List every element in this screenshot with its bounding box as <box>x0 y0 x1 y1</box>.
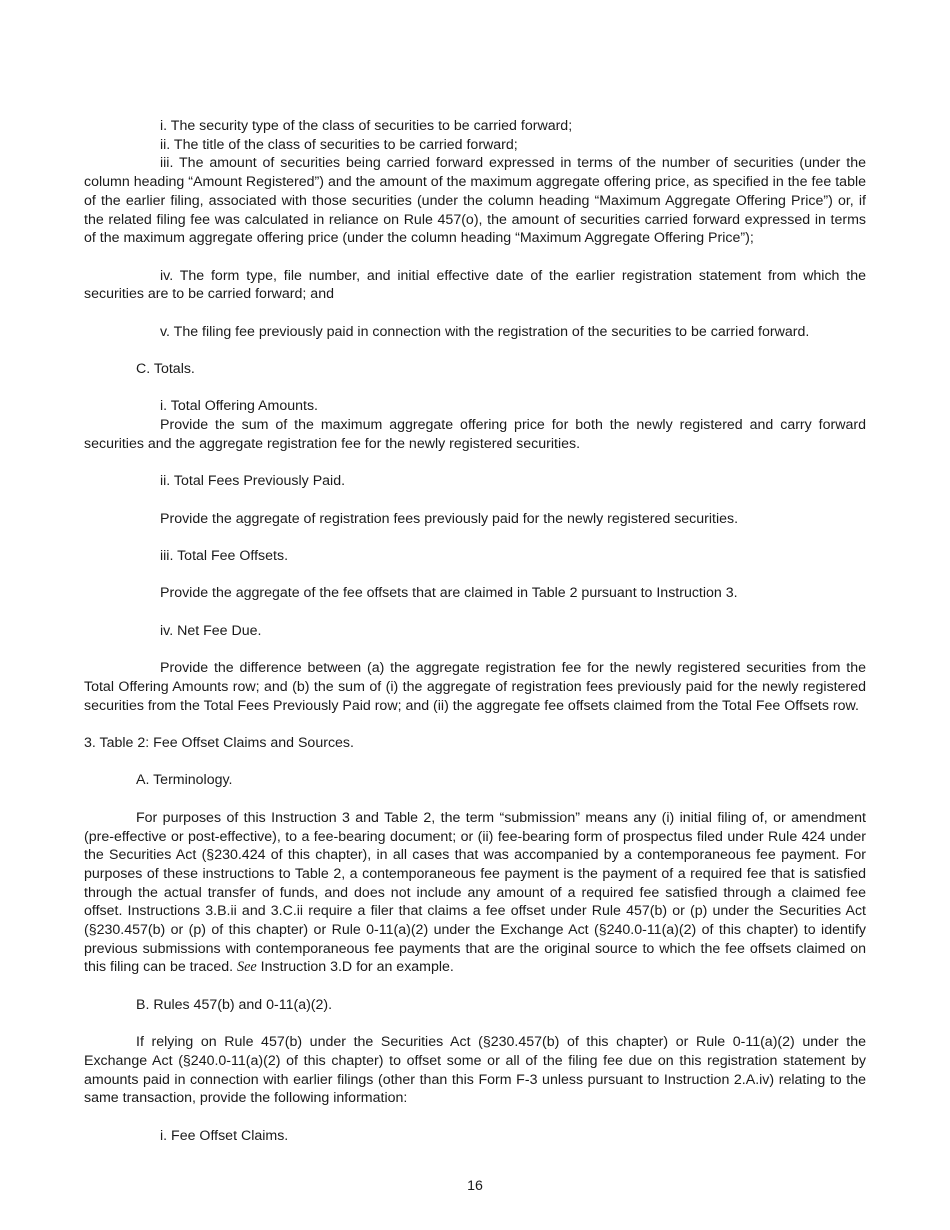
heading-net-fee-due: iv. Net Fee Due. <box>160 622 262 639</box>
item-class-title: ii. The title of the class of securities to be carried forward; <box>160 136 518 153</box>
heading-total-fee-offsets: iii. Total Fee Offsets. <box>160 548 289 565</box>
heading-terminology: A. Terminology. <box>136 772 233 789</box>
text-terminology <box>84 809 866 977</box>
document-page <box>84 117 866 1145</box>
text-total-offering-amounts: Provide the sum of the maximum aggregate offering price for both the newly registered and carry forward securities and the aggregate registration fee for the newly registered securities. <box>84 417 866 452</box>
heading-table-2: 3. Table 2: Fee Offset Claims and Sources. <box>84 735 354 752</box>
text-total-fees-previously-paid: Provide the aggregate of registration fees previously paid for the newly registered securities. <box>160 510 739 527</box>
page-number: 16 <box>467 1178 483 1194</box>
item-amount-carried-forward: iii. The amount of securities being carried forward expressed in terms of the number of securities (under the column heading “Amount Registered”) and the amount of the maximum aggregate offering price, as specified in the fee table of the earlier filing, associated with those securities (under the column heading “Maximum Aggregate Offering Price”) or, if the related filing fee was calculated in reliance on Rule 457(o), the amount of securities carried forward expressed in terms of the maximum aggregate offering price (under the column heading “Maximum Aggregate Offering Price”); <box>84 155 866 247</box>
text-total-fee-offsets: Provide the aggregate of the fee offsets that are claimed in Table 2 pursuant to Instruction 3. <box>160 585 738 602</box>
text-net-fee-due: Provide the difference between (a) the aggregate registration fee for the newly registered securities from the Total Offering Amounts row; and (b) the sum of (i) the aggregate of registration fees previously paid for the newly registered securities from the Total Fees Previously Paid row; and (ii) the aggregate fee offsets claimed from the Total Fee Offsets row. <box>84 660 866 714</box>
heading-total-fees-previously-paid: ii. Total Fees Previously Paid. <box>160 473 346 490</box>
heading-fee-offset-claims: i. Fee Offset Claims. <box>160 1127 289 1144</box>
see-reference: See <box>237 959 257 976</box>
item-filing-fee: v. The filing fee previously paid in connection with the registration of the securities to be carried forward. <box>160 323 810 340</box>
terminology-body: For purposes of this Instruction 3 and Table 2, the term “submission” means any (i) initial filing of, or amendment (pre-effective or post-effective), to a fee-bearing document; or (ii) fee-bearing form of prospectus filed under Rule 424 under the Securities Act (§230.424 of this chapter), in all cases that was accompanied by a contemporaneous fee payment. For purposes of these instructions to Table 2, a contemporaneous fee payment is the payment of a required fee that is satisfied through the actual transfer of funds, and does not include any amount of a required fee satisfied through a claimed fee offset. Instructions 3.B.ii and 3.C.ii require a filer that claims a fee offset under Rule 457(b) or (p) under the Securities Act (§230.457(b) or (p) of this chapter) or Rule 0-11(a)(2) under the Exchange Act (§240.0-11(a)(2) of this chapter) to identify previous submissions with contemporaneous fee payments that are the original source to which the fee offsets claimed on this filing can be traced. <box>84 809 866 976</box>
heading-totals: C. Totals. <box>136 361 195 378</box>
item-form-type: iv. The form type, file number, and initial effective date of the earlier registration statement from which the securities are to be carried forward; and <box>84 267 866 303</box>
text-rules-457b: If relying on Rule 457(b) under the Securities Act (§230.457(b) of this chapter) or Rule 0-11(a)(2) under the Exchange Act (§240.0-11(a)(2) of this chapter) to offset some or all of the filing fee due on this registration statement by amounts paid in connection with earlier filings (other than this Form F-3 unless pursuant to Instruction 2.A.iv) relating to the same transaction, provide the following information: <box>84 1034 866 1107</box>
item-security-type: i. The security type of the class of securities to be carried forward; <box>160 118 573 134</box>
terminology-tail: Instruction 3.D for an example. <box>260 959 454 976</box>
heading-rules-457b: B. Rules 457(b) and 0-11(a)(2). <box>136 996 333 1013</box>
heading-total-offering-amounts: i. Total Offering Amounts. <box>160 398 318 415</box>
